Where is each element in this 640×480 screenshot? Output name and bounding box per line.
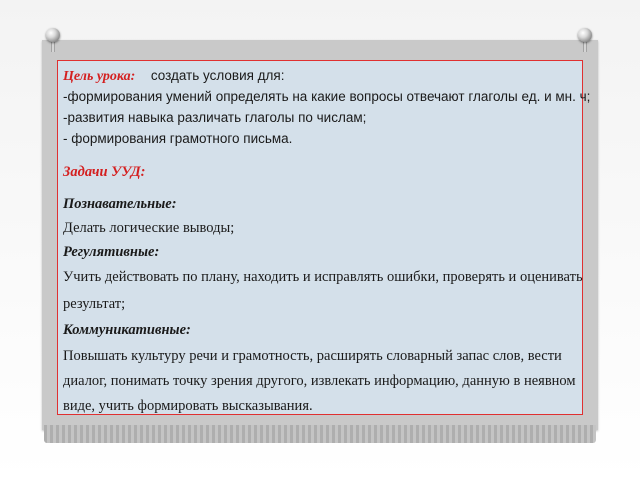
communicative-line-2: диалог, понимать точку зрения другого, извлекать информацию, данную в неявном [63, 373, 576, 389]
goal-item-1: -формирования умений определять на какие вопросы отвечают глаголы ед. и мн. ч; [63, 89, 591, 104]
goal-label: Цель урока: [63, 69, 136, 84]
cognitive-text: Делать логические выводы; [63, 220, 235, 236]
regulatory-line-1: Учить действовать по плану, находить и исправлять ошибки, проверять и оценивать [63, 269, 583, 285]
regulatory-heading: Регулятивные: [63, 244, 160, 260]
regulatory-line-2: результат; [63, 296, 126, 312]
board-bottom-edge [44, 425, 596, 443]
communicative-line-3: виде, учить формировать высказывания. [63, 398, 313, 414]
communicative-heading: Коммуникативные: [63, 322, 191, 338]
goal-line [63, 67, 285, 86]
lesson-card [57, 60, 591, 415]
goal-item-3: - формирования грамотного письма. [63, 131, 293, 146]
communicative-line-1: Повышать культуру речи и грамотность, расширять словарный запас слов, вести [63, 348, 562, 364]
goal-intro: создать условия для: [150, 68, 285, 83]
pushpin-right-icon [578, 28, 592, 42]
cognitive-heading: Познавательные: [63, 196, 177, 212]
tasks-label: Задачи УУД: [63, 164, 146, 180]
goal-item-2: -развития навыка различать глаголы по числам; [63, 110, 367, 125]
pushpin-left-icon [46, 28, 60, 42]
